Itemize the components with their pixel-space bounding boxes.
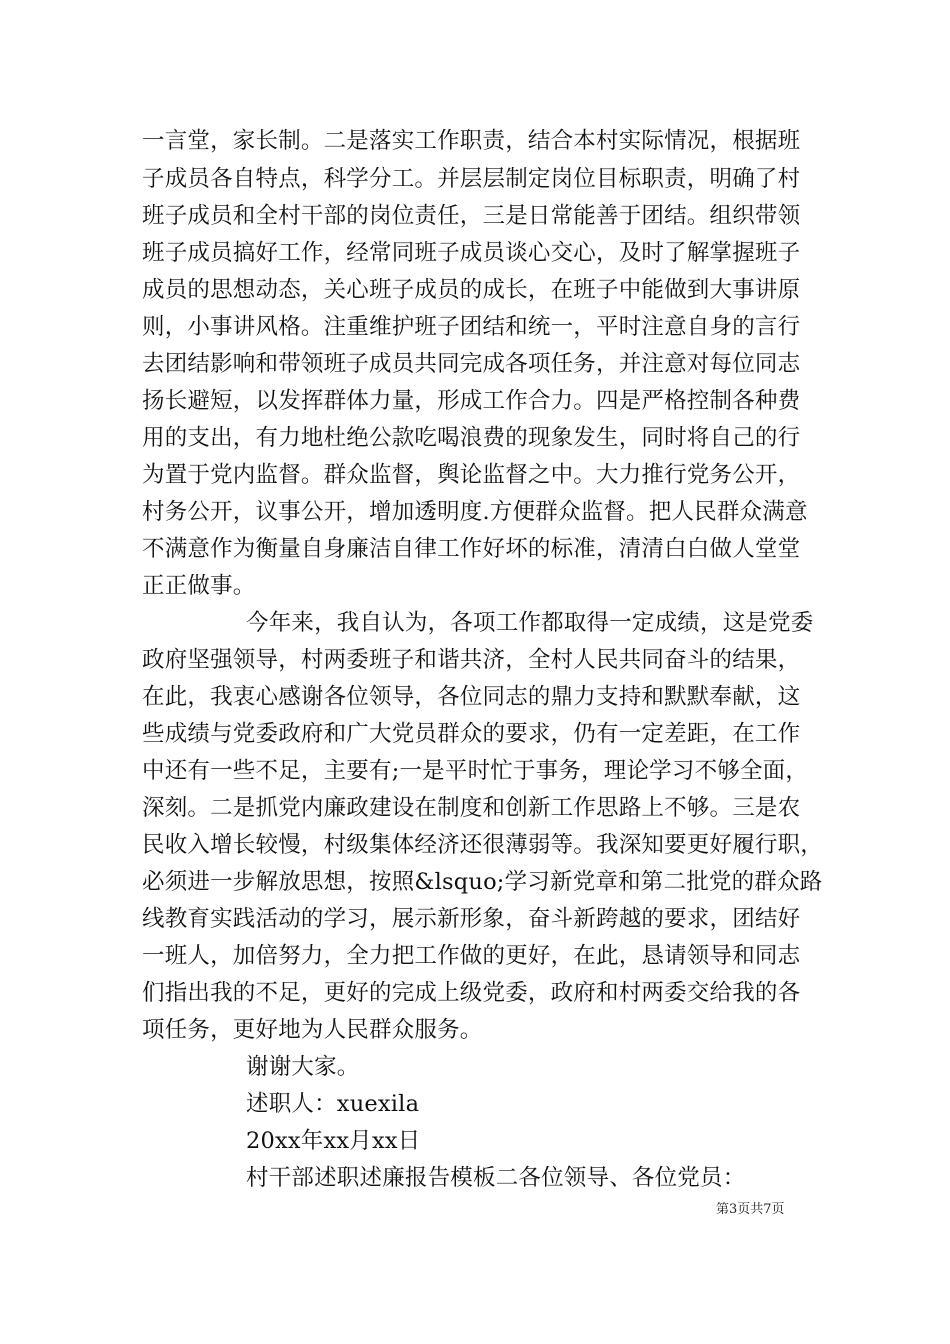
body-line: 深刻。二是抓党内廉政建设在制度和创新工作思路上不够。三是农 — [142, 795, 801, 821]
body-line: 中还有一些不足，主要有;一是平时忙于事务，理论学习不够全面， — [142, 758, 809, 784]
body-line: 正正做事。 — [142, 573, 256, 599]
body-line: 村务公开，议事公开，增加透明度.方便群众监督。把人民群众满意 — [142, 499, 808, 525]
body-line: 班子成员搞好工作，经常同班子成员谈心交心，及时了解掌握班子 — [142, 240, 801, 266]
body-line: 民收入增长较慢，村级集体经济还很薄弱等。我深知要更好履行职， — [142, 832, 824, 858]
body-line: 政府坚强领导，村两委班子和谐共济，全村人民共同奋斗的结果， — [142, 647, 801, 673]
page-number-footer: 第3页共7页 — [716, 1202, 785, 1217]
body-line: 项任务，更好地为人民群众服务。 — [142, 1017, 483, 1043]
body-line: 去团结影响和带领班子成员共同完成各项任务，并注意对每位同志 — [142, 351, 801, 377]
body-line: 们指出我的不足，更好的完成上级党委，政府和村两委交给我的各 — [142, 980, 801, 1006]
body-line: 班子成员和全村干部的岗位责任，三是日常能善于团结。组织带领 — [142, 203, 801, 229]
body-line: 些成绩与党委政府和广大党员群众的要求，仍有一定差距，在工作 — [142, 721, 801, 747]
next-template-line: 村干部述职述廉报告模板二各位领导、各位党员： — [246, 1165, 746, 1191]
reporter-line: 述职人：xuexila — [246, 1091, 420, 1117]
body-line: 必须进一步解放思想，按照&lsquo;学习新党章和第二批党的群众路 — [142, 869, 823, 895]
body-line: 一班人，加倍努力，全力把工作做的更好，在此，恳请领导和同志 — [142, 943, 801, 969]
thanks-line: 谢谢大家。 — [246, 1054, 360, 1080]
date-line: 20xx年xx月xx日 — [246, 1128, 421, 1154]
body-line: 子成员各自特点，科学分工。并层层制定岗位目标职责，明确了村 — [142, 166, 801, 192]
body-line: 则，小事讲风格。注重维护班子团结和统一，平时注意自身的言行 — [142, 314, 801, 340]
body-line: 扬长避短，以发挥群体力量，形成工作合力。四是严格控制各种费 — [142, 388, 801, 414]
body-line: 不满意作为衡量自身廉洁自律工作好坏的标准，清清白白做人堂堂 — [142, 536, 801, 562]
body-line: 在此，我衷心感谢各位领导，各位同志的鼎力支持和默默奉献，这 — [142, 684, 801, 710]
body-line: 线教育实践活动的学习，展示新形象，奋斗新跨越的要求，团结好 — [142, 906, 801, 932]
body-line: 用的支出，有力地杜绝公款吃喝浪费的现象发生，同时将自己的行 — [142, 425, 801, 451]
body-line: 成员的思想动态，关心班子成员的成长，在班子中能做到大事讲原 — [142, 277, 801, 303]
body-line: 一言堂，家长制。二是落实工作职责，结合本村实际情况，根据班 — [142, 128, 801, 154]
body-line: 为置于党内监督。群众监督，舆论监督之中。大力推行党务公开， — [142, 462, 801, 488]
paragraph-start-line: 今年来，我自认为，各项工作都取得一定成绩，这是党委 — [246, 610, 814, 636]
